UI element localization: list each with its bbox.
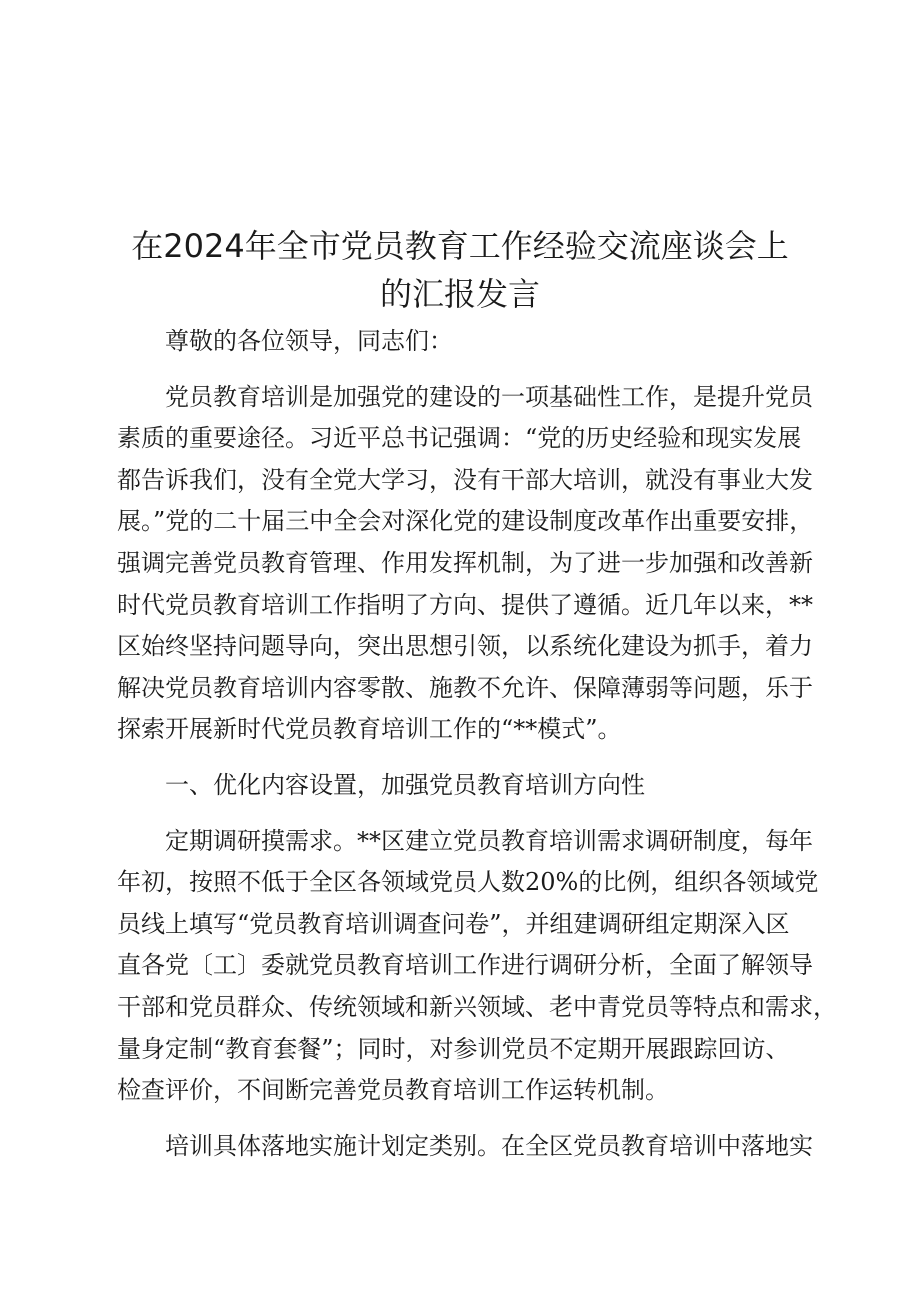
text-line: 展。”党的二十届三中全会对深化党的建设制度改革作出重要安排， xyxy=(117,507,814,536)
text-line: 年初，按照不低于全区各领域党员人数20%的比例，组织各领域党 xyxy=(117,868,819,897)
salutation xyxy=(117,321,805,363)
text-line: 素质的重要途径。习近平总书记强调：“党的历史经验和现实发展 xyxy=(117,424,802,453)
text-line: 党员教育培训是加强党的建设的一项基础性工作，是提升党员 xyxy=(165,382,813,411)
text-line: 量身定制“教育套餐”；同时，对参训党员不定期开展跟踪回访、 xyxy=(117,1034,790,1063)
section-heading-1 xyxy=(117,765,805,807)
paragraph-intro xyxy=(117,377,814,751)
text-line: 检查评价，不间断完善党员教育培训工作运转机制。 xyxy=(117,1076,669,1105)
document-body xyxy=(117,321,837,1167)
text-line: 解决党员教育培训内容零散、施教不允许、保障薄弱等问题，乐于 xyxy=(117,673,813,702)
text-line: 员线上填写“党员教育培训调查问卷”，并组建调研组定期深入区 xyxy=(117,909,790,938)
text-line: 强调完善党员教育管理、作用发挥机制，为了进一步加强和改善新 xyxy=(117,548,813,577)
section-heading-text: 一、优化内容设置，加强党员教育培训方向性 xyxy=(165,770,645,799)
text-line: 直各党〔工〕委就党员教育培训工作进行调研分析，全面了解领导 xyxy=(117,951,813,980)
title-line-2: 的汇报发言 xyxy=(379,275,540,313)
text-line: 探索开展新时代党员教育培训工作的“**模式”。 xyxy=(117,715,622,744)
text-line: 区始终坚持问题导向，突出思想引领，以系统化建设为抓手，着力 xyxy=(117,632,813,661)
text-line: 时代党员教育培训工作指明了方向、提供了遵循。近几年以来，** xyxy=(117,590,813,619)
text-line: 干部和党员群众、传统领域和新兴领域、老中青党员等特点和需求， xyxy=(117,992,837,1021)
paragraph-training-plan xyxy=(117,1126,813,1168)
salutation-text: 尊敬的各位领导，同志们： xyxy=(165,327,453,355)
text-line: 定期调研摸需求。**区建立党员教育培训需求调研制度，每年 xyxy=(165,826,813,855)
document-title xyxy=(100,222,820,318)
paragraph-needs-survey xyxy=(117,821,837,1112)
text-line: 培训具体落地实施计划定类别。在全区党员教育培训中落地实 xyxy=(165,1131,813,1160)
title-line-1: 在2024年全市党员教育工作经验交流座谈会上 xyxy=(131,227,789,265)
text-line: 都告诉我们，没有全党大学习，没有干部大培训，就没有事业大发 xyxy=(117,465,813,494)
